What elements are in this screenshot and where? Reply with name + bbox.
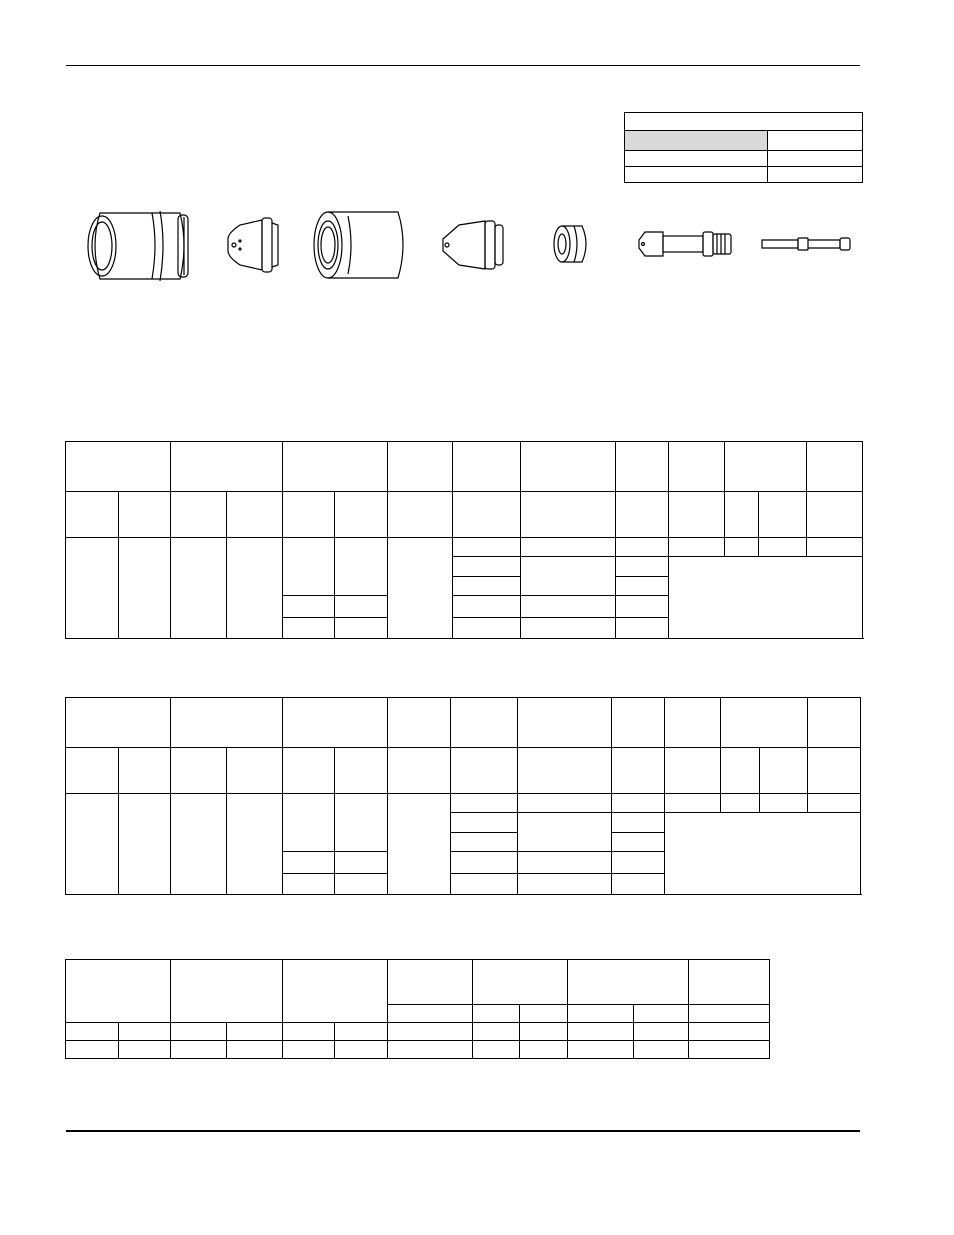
data-cell — [227, 538, 283, 639]
header-cell — [119, 492, 171, 538]
data-cell — [335, 1041, 388, 1059]
header-cell — [453, 492, 521, 538]
header-cell — [808, 748, 861, 794]
data-cell — [759, 538, 807, 557]
water-tube-icon — [760, 234, 855, 254]
header-rule — [66, 65, 860, 66]
data-cell — [473, 1023, 520, 1041]
data-cell — [808, 794, 861, 813]
data-cell — [612, 794, 665, 813]
header-cell — [518, 748, 612, 794]
data-cell — [689, 1023, 770, 1041]
data-cell — [612, 874, 665, 895]
nozzle-icon — [220, 215, 285, 275]
legend-cell — [625, 131, 768, 151]
data-cell — [283, 794, 335, 852]
header-cell — [171, 442, 283, 492]
header-cell — [388, 492, 453, 538]
data-cell — [388, 1041, 473, 1059]
data-cell — [119, 1041, 171, 1059]
header-cell — [453, 442, 521, 492]
electrode-icon — [633, 224, 743, 264]
data-cell — [66, 538, 119, 639]
swirl-ring-icon — [550, 222, 595, 267]
legend-title — [625, 113, 863, 131]
data-cell — [721, 794, 760, 813]
retaining-cap-icon — [310, 208, 410, 283]
header-cell — [808, 698, 861, 748]
data-cell — [521, 596, 616, 618]
data-cell — [451, 794, 518, 813]
legend-cell — [625, 151, 768, 167]
data-cell — [335, 794, 388, 852]
data-cell — [616, 538, 669, 557]
data-cell — [568, 1023, 634, 1041]
data-cell — [518, 794, 612, 813]
header-cell — [388, 442, 453, 492]
header-cell — [388, 698, 451, 748]
data-cell — [335, 852, 388, 874]
header-cell — [171, 698, 283, 748]
header-cell — [335, 492, 388, 538]
data-cell — [518, 813, 612, 852]
data-cell — [451, 833, 518, 852]
header-cell — [66, 748, 119, 794]
header-cell — [283, 960, 388, 1023]
header-cell — [616, 442, 669, 492]
data-cell — [669, 557, 863, 639]
data-cell — [616, 618, 669, 639]
header-cell — [616, 492, 669, 538]
data-cell — [66, 1041, 119, 1059]
data-cell — [335, 1023, 388, 1041]
header-cell — [283, 442, 388, 492]
data-cell — [335, 874, 388, 895]
data-cell — [453, 557, 521, 577]
data-cell — [335, 618, 388, 639]
header-cell — [388, 748, 451, 794]
header-cell — [520, 1005, 568, 1023]
header-cell — [451, 698, 518, 748]
header-cell — [634, 1005, 689, 1023]
header-cell — [66, 960, 171, 1023]
header-cell — [66, 442, 171, 492]
data-cell — [453, 618, 521, 639]
header-cell — [119, 748, 171, 794]
data-cell — [335, 596, 388, 618]
data-cell — [227, 794, 283, 895]
data-cell — [760, 794, 808, 813]
header-cell — [171, 748, 227, 794]
header-cell — [473, 960, 568, 1005]
data-cell — [388, 538, 453, 639]
data-cell — [171, 538, 227, 639]
data-cell — [521, 618, 616, 639]
header-cell — [612, 748, 665, 794]
data-cell — [171, 1023, 227, 1041]
data-cell — [283, 874, 335, 895]
legend-table — [624, 112, 863, 183]
data-cell — [283, 852, 335, 874]
data-cell — [283, 538, 335, 596]
data-cell — [453, 577, 521, 596]
header-cell — [171, 960, 283, 1023]
header-cell — [665, 698, 721, 748]
data-cell — [451, 813, 518, 833]
header-cell — [689, 1005, 770, 1023]
legend-cell — [768, 131, 863, 151]
header-cell — [518, 698, 612, 748]
data-cell — [568, 1041, 634, 1059]
header-cell — [689, 960, 770, 1005]
data-cell — [451, 874, 518, 895]
data-cell — [283, 596, 335, 618]
data-cell — [388, 1023, 473, 1041]
header-cell — [227, 748, 283, 794]
header-cell — [665, 748, 721, 794]
header-cell — [612, 698, 665, 748]
header-cell — [521, 442, 616, 492]
data-cell — [612, 852, 665, 874]
data-cell — [283, 1041, 335, 1059]
header-cell — [388, 960, 473, 1005]
header-cell — [451, 748, 518, 794]
data-cell — [518, 852, 612, 874]
header-cell — [760, 748, 808, 794]
data-cell — [388, 794, 451, 895]
data-cell — [119, 1023, 171, 1041]
header-cell — [283, 748, 335, 794]
data-cell — [171, 1041, 227, 1059]
header-cell — [721, 698, 808, 748]
data-cell — [283, 618, 335, 639]
settings-table — [65, 959, 770, 1059]
data-cell — [518, 874, 612, 895]
header-cell — [669, 442, 725, 492]
cut-chart-table-2 — [65, 697, 861, 895]
data-cell — [612, 833, 665, 852]
data-cell — [521, 538, 616, 557]
header-cell — [283, 698, 388, 748]
header-cell — [335, 748, 388, 794]
consumable-parts — [70, 200, 860, 290]
data-cell — [616, 596, 669, 618]
shield-icon — [80, 205, 200, 285]
data-cell — [335, 538, 388, 596]
header-cell — [521, 492, 616, 538]
header-cell — [568, 960, 689, 1005]
data-cell — [521, 557, 616, 596]
data-cell — [227, 1023, 283, 1041]
header-cell — [66, 492, 119, 538]
header-cell — [725, 442, 807, 492]
legend-cell — [625, 167, 768, 183]
header-cell — [807, 492, 863, 538]
header-cell — [807, 442, 863, 492]
header-cell — [388, 1005, 473, 1023]
header-cell — [725, 492, 759, 538]
header-cell — [171, 492, 227, 538]
data-cell — [725, 538, 759, 557]
data-cell — [689, 1041, 770, 1059]
data-cell — [520, 1023, 568, 1041]
data-cell — [227, 1041, 283, 1059]
legend-cell — [768, 167, 863, 183]
cut-chart-table-1 — [65, 441, 863, 639]
legend-cell — [768, 151, 863, 167]
header-cell — [568, 1005, 634, 1023]
header-cell — [669, 492, 725, 538]
data-cell — [171, 794, 227, 895]
nozzle-icon — [435, 215, 510, 275]
header-cell — [721, 748, 760, 794]
data-cell — [665, 813, 861, 895]
data-cell — [453, 596, 521, 618]
data-cell — [634, 1041, 689, 1059]
data-cell — [453, 538, 521, 557]
data-cell — [612, 813, 665, 833]
data-cell — [616, 577, 669, 596]
data-cell — [616, 557, 669, 577]
header-cell — [66, 698, 171, 748]
header-cell — [227, 492, 283, 538]
header-cell — [473, 1005, 520, 1023]
data-cell — [473, 1041, 520, 1059]
header-cell — [759, 492, 807, 538]
data-cell — [66, 1023, 119, 1041]
data-cell — [669, 538, 725, 557]
data-cell — [807, 538, 863, 557]
footer-rule — [66, 1130, 860, 1132]
data-cell — [634, 1023, 689, 1041]
data-cell — [283, 1023, 335, 1041]
data-cell — [520, 1041, 568, 1059]
data-cell — [451, 852, 518, 874]
header-cell — [283, 492, 335, 538]
data-cell — [66, 794, 119, 895]
data-cell — [119, 538, 171, 639]
data-cell — [665, 794, 721, 813]
data-cell — [119, 794, 171, 895]
